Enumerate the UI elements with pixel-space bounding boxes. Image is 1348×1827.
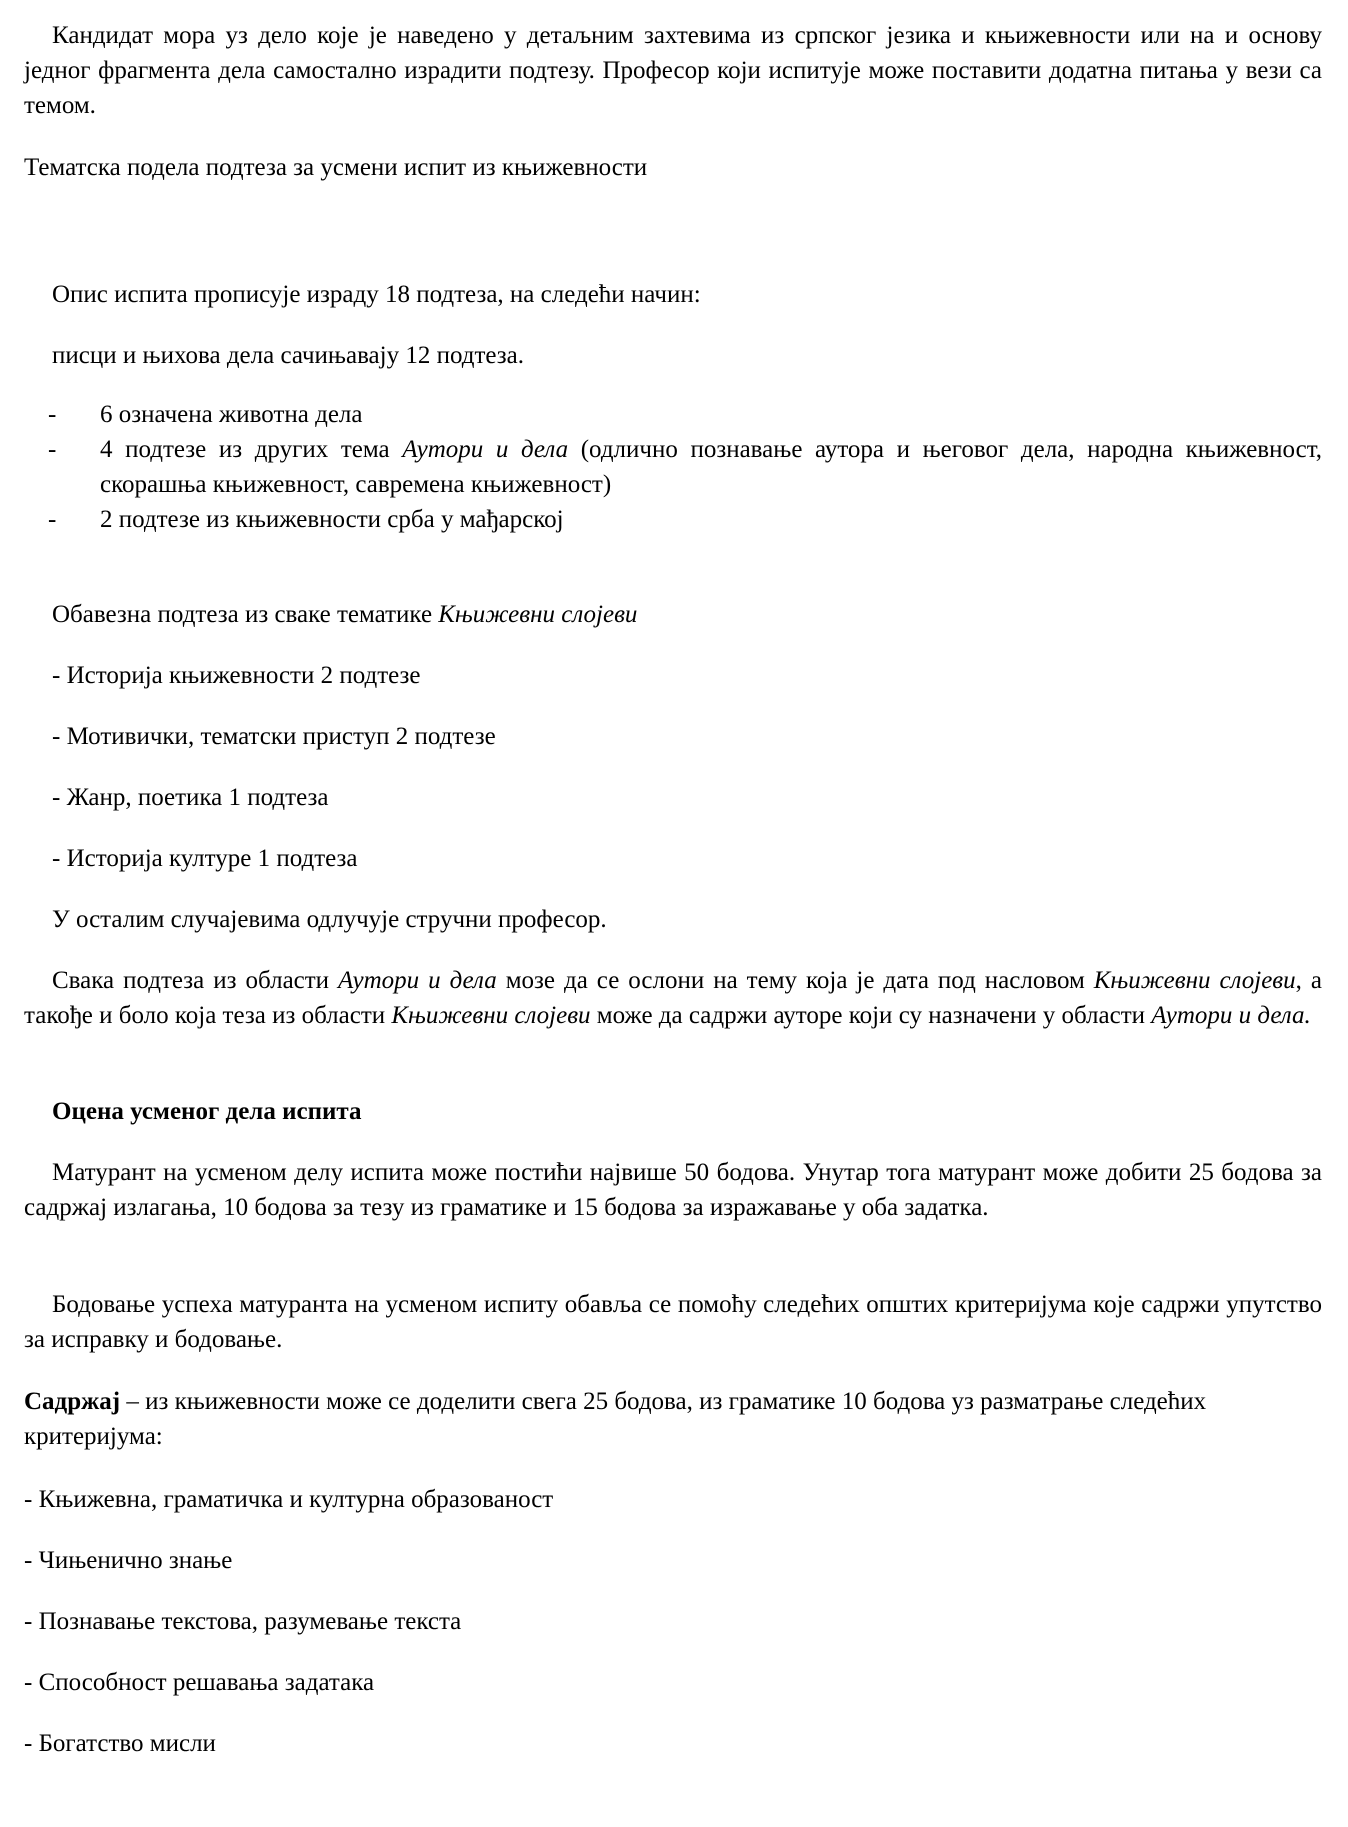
paragraph-text: може да садржи ауторе који су назначени у области xyxy=(590,1002,1152,1029)
list-dash: - xyxy=(48,401,57,428)
mandatory-subthesis-line xyxy=(52,597,1322,632)
list-item-text xyxy=(100,432,1322,502)
grading-points-paragraph: Матурант на усменом делу испита може постићи највише 50 бодова. Унутар тога матурант може добити 25 бодова за садржај излагања, 10 бодова за тезу из граматике и 15 бодова за изражавање у оба задатка. xyxy=(24,1159,1322,1221)
list-dash: - xyxy=(48,506,57,533)
criteria-item: - Богатство мисли xyxy=(24,1730,216,1757)
list-dash: - xyxy=(48,436,57,463)
paragraph-text: , а такође и боло која теза из области xyxy=(24,967,1322,1029)
criteria-item: - Чињенично знање xyxy=(24,1547,233,1574)
literary-layers-italic: Књижевни слојеви xyxy=(438,601,638,628)
literary-layers-italic: Књижевни слојеви xyxy=(391,1002,591,1029)
content-text: – из књижевности може се доделити свега 25 бодова, из граматике 10 бодова уз разматрање следећих критеријума: xyxy=(24,1388,1207,1450)
intro-paragraph: Кандидат мора уз дело које је наведено у детаљним захтевима из српског језика и књижевности или на и основу једног фрагмента дела самостално израдити подтезу. Професор који испитује може поставити додатна питања у вези са темом. xyxy=(24,22,1322,119)
topic-division-line: Тематска подела подтеза за усмени испит из књижевности xyxy=(24,154,648,181)
content-label: Садржај xyxy=(24,1388,121,1415)
criteria-item: - Књижевна, граматичка и културна образованост xyxy=(24,1486,554,1513)
authors-and-works-italic: Аутори и дела xyxy=(338,967,497,994)
grading-heading: Оцена усменог дела испита xyxy=(52,1098,362,1125)
mandatory-item: - Историја књижевности 2 подтезе xyxy=(52,662,421,689)
list-item-text: 2 подтезе из књижевности срба у мађарској xyxy=(100,506,564,533)
content-paragraph xyxy=(24,1384,1322,1454)
exam-description: Опис испита прописује израду 18 подтеза, на следећи начин: xyxy=(52,281,701,308)
list-item-text-part: (одлично познавање аутора и његовог дела, народна књижевност, скорашња књижевност, савремена књижевност) xyxy=(100,436,1322,498)
criteria-item: - Познавање текстова, разумевање текста xyxy=(24,1608,462,1635)
literary-layers-italic: Књижевни слојеви xyxy=(1093,967,1296,994)
mandatory-item: - Мотивички, тематски приступ 2 подтезе xyxy=(52,723,496,750)
mandatory-text: Обавезна подтеза из сваке тематике xyxy=(52,601,439,628)
criteria-item: - Способност решавања задатака xyxy=(24,1669,375,1696)
list-item-text: 6 означена животна дела xyxy=(100,401,363,428)
mandatory-item: - Жанр, поетика 1 подтеза xyxy=(52,784,329,811)
grading-criteria-paragraph: Бодовање успеха матуранта на усменом испиту обавља се помоћу следећих општих критеријума које садржи упутство за исправку и бодовање. xyxy=(24,1291,1322,1353)
paragraph-text: мозе да се ослони на тему која је дата под насловом xyxy=(496,967,1094,994)
mandatory-item: - Историја културе 1 подтеза xyxy=(52,845,358,872)
authors-and-works-italic: Аутори и дела. xyxy=(1151,1002,1311,1029)
paragraph-text: Свака подтеза из области xyxy=(52,967,339,994)
other-cases-line: У осталим случајевима одлучује стручни професор. xyxy=(52,906,607,933)
each-subthesis-paragraph xyxy=(24,963,1322,1033)
authors-and-works-italic: Аутори и дела xyxy=(402,436,569,463)
writers-line: писци и њихова дела сачињавају 12 подтеза. xyxy=(52,342,525,369)
list-item-text-part: 4 подтезе из других тема xyxy=(100,436,403,463)
